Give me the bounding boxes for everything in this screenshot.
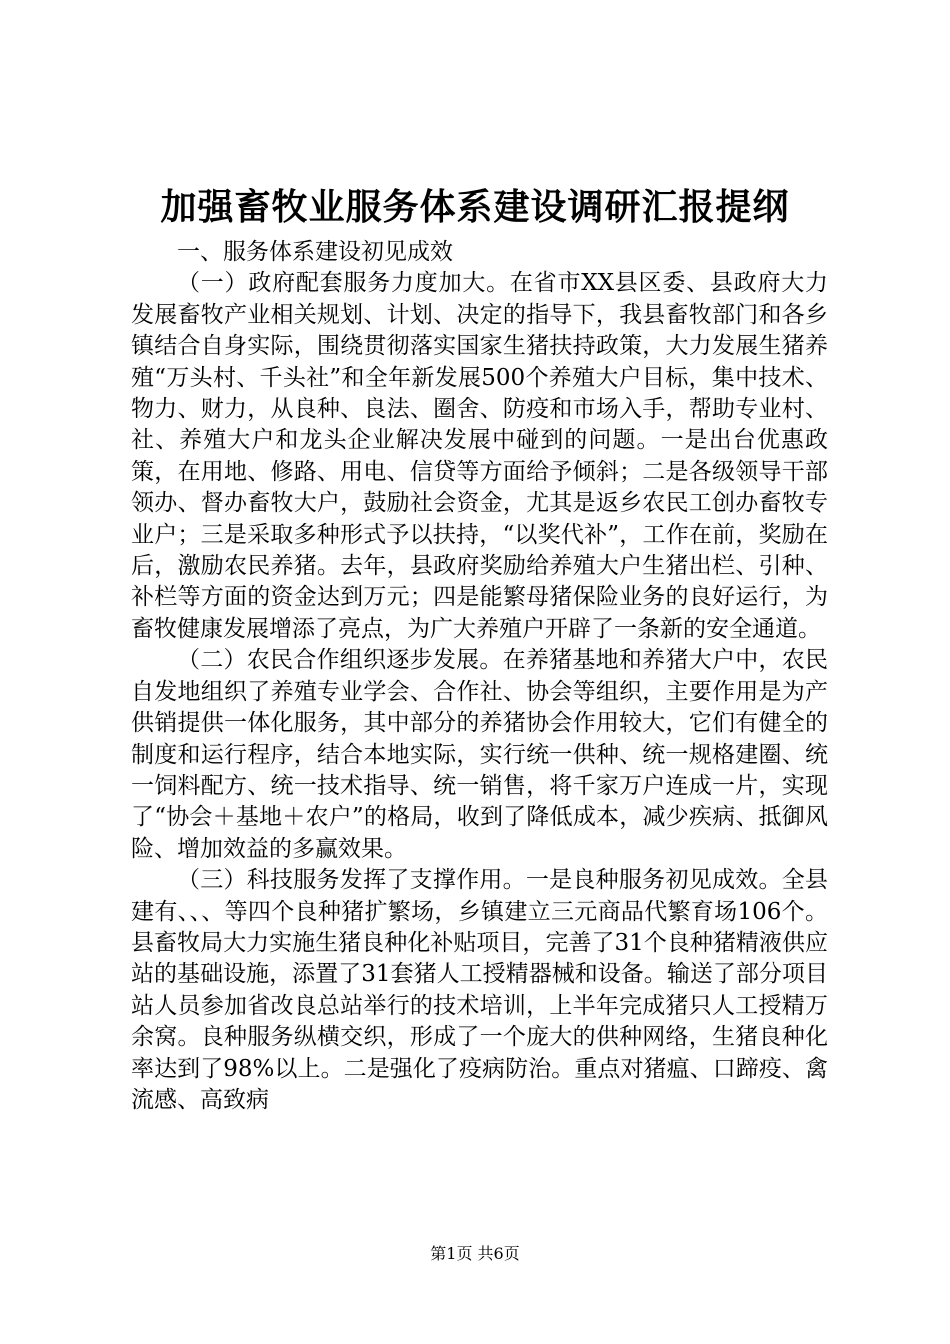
- page-footer: 第1页 共6页: [430, 1244, 520, 1263]
- document-title: 加强畜牧业服务体系建设调研汇报提纲: [160, 186, 790, 228]
- paragraph-3: （三）科技服务发挥了支撑作用。一是良种服务初见成效。全县建有、、、等四个良种猪扩繁场，乡镇建立三元商品代繁育场106个。县畜牧局大力实施生猪良种化补贴项目，完善了31个良种猪精液供应站的基础设施，添置了31套猪人工授精器械和设备。输送了部分项目站人员参加省改良总站举行的技术培训，上半年完成猪只人工授精万余窝。良种服务纵横交织，形成了一个庞大的供种网络，生猪良种化率达到了98%以上。二是强化了疫病防治。重点对猪瘟、口蹄疫、禽流感、高致病: [131, 867, 828, 1113]
- paragraph-2: （二）农民合作组织逐步发展。在养猪基地和养猪大户中，农民自发地组织了养殖专业学会、合作社、协会等组织，主要作用是为产供销提供一体化服务，其中部分的养猪协会作用较大，它们有健全的制度和运行程序，结合本地实际，实行统一供种、统一规格建圈、统一饲料配方、统一技术指导、统一销售，将千家万户连成一片，实现了“协会＋基地＋农户”的格局，收到了降低成本，减少疾病、抵御风险、增加效益的多赢效果。: [131, 647, 828, 862]
- document-body: [131, 237, 828, 1116]
- paragraph-1: （一）政府配套服务力度加大。在省市XX县区委、县政府大力发展畜牧产业相关规划、计划、决定的指导下，我县畜牧部门和各乡镇结合自身实际，围绕贯彻落实国家生猪扶持政策，大力发展生猪养殖“万头村、千头社”和全年新发展500个养殖大户目标，集中技术、物力、财力，从良种、良法、圈舍、防疫和市场入手，帮助专业村、社、养殖大户和龙头企业解决发展中碰到的问题。一是出台优惠政策，在用地、修路、用电、信贷等方面给予倾斜；二是各级领导干部领办、督办畜牧大户，鼓励社会资金，尤其是返乡农民工创办畜牧专业户；三是采取多种形式予以扶持，“以奖代补”，工作在前，奖励在后，激励农民养猪。去年，县政府奖励给养殖大户生猪出栏、引种、补栏等方面的资金达到万元；四是能繁母猪保险业务的良好运行，为畜牧健康发展增添了亮点，为广大养殖户开辟了一条新的安全通道。: [131, 270, 828, 642]
- section-heading: 一、服务体系建设初见成效: [177, 239, 453, 265]
